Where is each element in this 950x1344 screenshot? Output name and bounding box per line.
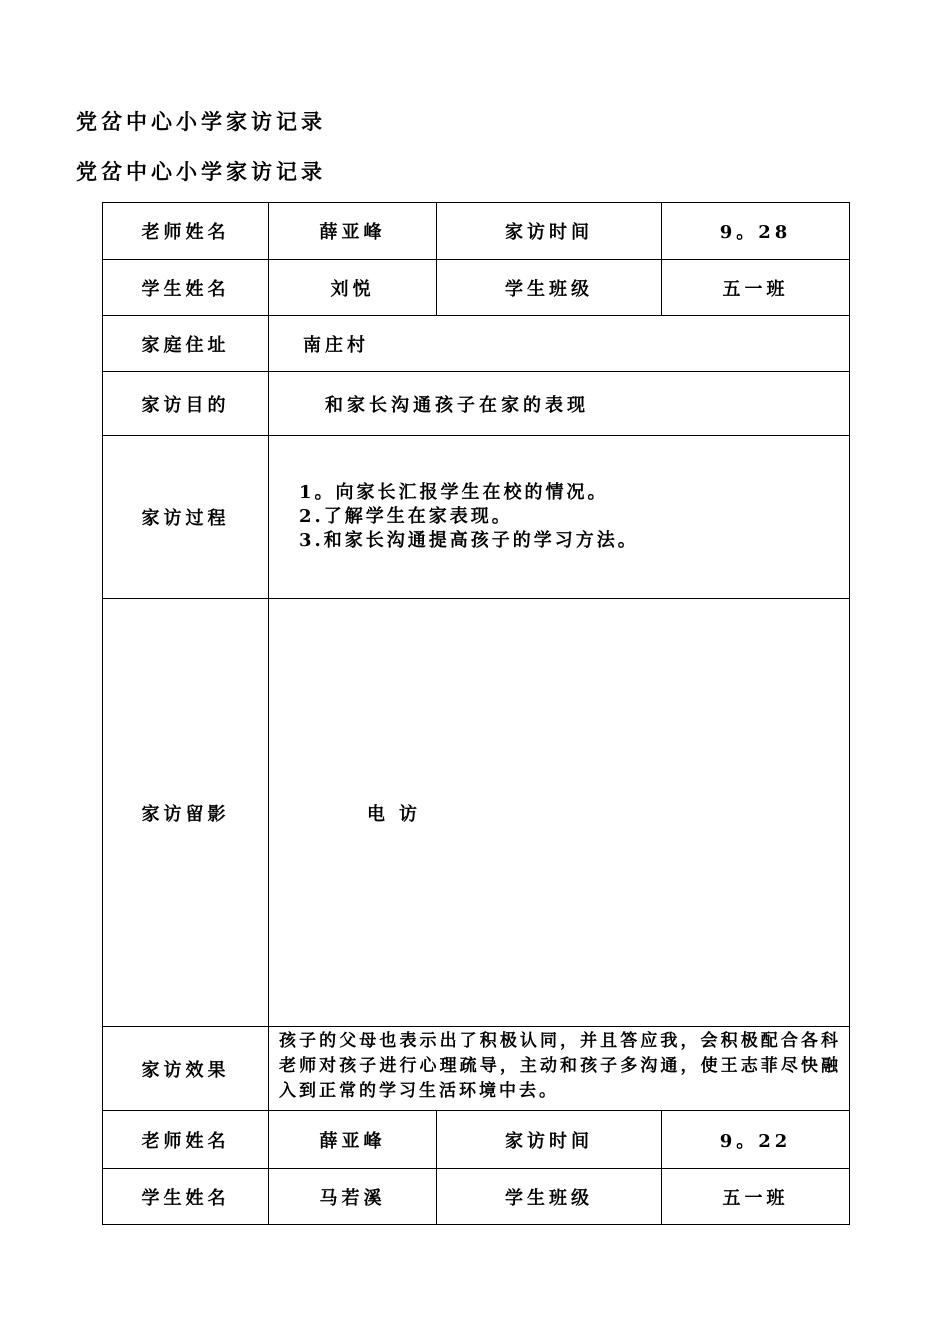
page-subtitle: 党岔中心小学家访记录 [76,159,326,184]
student-name-label: 学生姓名 [103,1169,269,1225]
visit-purpose-value: 和家长沟通孩子在家的表现 [269,372,850,436]
table-row [103,1111,850,1169]
visit-process-value [269,436,850,599]
teacher-name-label: 老师姓名 [103,1111,269,1169]
home-address-label: 家庭住址 [103,316,269,372]
student-class-label: 学生班级 [437,1169,662,1225]
teacher-name-label: 老师姓名 [103,203,269,260]
process-step: 2.了解学生在家表现。 [299,506,513,527]
visit-time-label: 家访时间 [437,203,662,260]
student-name-label: 学生姓名 [103,260,269,316]
visit-purpose-label: 家访目的 [103,372,269,436]
process-step: 1。向家长汇报学生在校的情况。 [299,482,609,503]
student-name-value: 马若溪 [269,1169,437,1225]
student-class-value: 五一班 [662,1169,850,1225]
visit-time-value: 9。28 [662,203,850,260]
visit-photo-value: 电访 [269,599,850,1027]
visit-result-value: 孩子的父母也表示出了积极认同，并且答应我，会积极配合各科老师对孩子进行心理疏导，主动和孩子多沟通，使王志菲尽快融入到正常的学习生活环境中去。 [269,1027,850,1111]
student-class-label: 学生班级 [437,260,662,316]
table-row [103,316,850,372]
visit-photo-label: 家访留影 [103,599,269,1027]
visit-record-table [102,202,850,1111]
table-row [103,260,850,316]
home-address-value: 南庄村 [269,316,850,372]
process-step: 3.和家长沟通提高孩子的学习方法。 [299,530,639,551]
teacher-name-value: 薛亚峰 [269,203,437,260]
visit-time-label: 家访时间 [437,1111,662,1169]
table-row [103,1169,850,1225]
visit-time-value: 9。22 [662,1111,850,1169]
teacher-name-value: 薛亚峰 [269,1111,437,1169]
table-row [103,1027,850,1111]
table-row [103,436,850,599]
student-name-value: 刘悦 [269,260,437,316]
table-row [103,599,850,1027]
table-row [103,372,850,436]
visit-result-label: 家访效果 [103,1027,269,1111]
student-class-value: 五一班 [662,260,850,316]
visit-record-table-2 [102,1110,850,1225]
visit-process-label: 家访过程 [103,436,269,599]
page-title: 党岔中心小学家访记录 [76,109,326,134]
table-row [103,203,850,260]
